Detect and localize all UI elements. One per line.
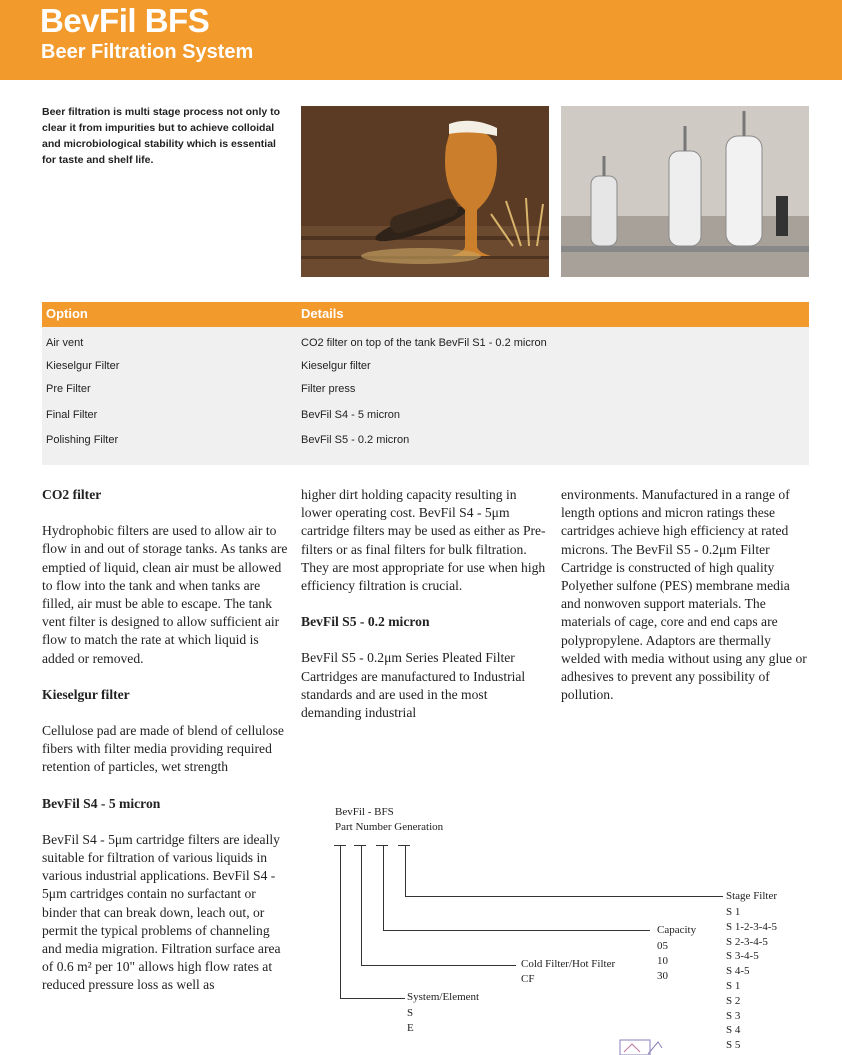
connector-coldhot xyxy=(361,965,516,966)
position-dash xyxy=(376,845,388,846)
stage-option: S 1 xyxy=(726,979,741,992)
connector-stage xyxy=(405,846,406,896)
text-column-3 xyxy=(561,486,809,704)
system-option: E xyxy=(407,1021,414,1034)
option-cell: Final Filter xyxy=(46,409,98,421)
options-table-header xyxy=(42,302,809,327)
capacity-option: 30 xyxy=(657,969,668,982)
logo-icon xyxy=(618,1038,664,1055)
page-header xyxy=(0,0,842,80)
system-option: S xyxy=(407,1007,414,1019)
s5-heading: BevFil S5 - 0.2 micron xyxy=(301,614,430,630)
capacity-option: 05 xyxy=(657,940,668,952)
stage-option: S 3 xyxy=(726,1009,741,1022)
stage-option: S 2-3-4-5 xyxy=(726,935,768,948)
cold-hot-option: CF xyxy=(521,973,535,985)
s5-paragraph: BevFil S5 - 0.2μm Series Pleated Filter Cartridges are manufactured to Industrial standards and are used in the most demanding industrial xyxy=(301,650,526,721)
stage-option: S 4-5 xyxy=(726,965,750,978)
capacity-option: 10 xyxy=(657,954,668,967)
details-cell: BevFil S5 - 0.2 micron xyxy=(301,434,410,446)
option-cell: Air vent xyxy=(46,337,84,349)
stage-filter-options xyxy=(726,905,777,1053)
connector-capacity xyxy=(383,930,650,931)
option-column-header: Option xyxy=(46,306,88,321)
system-element-options xyxy=(407,1006,414,1036)
details-cell: Kieselgur filter xyxy=(301,360,371,372)
option-cell: Pre Filter xyxy=(46,383,91,395)
option-cell: Kieselgur Filter xyxy=(46,360,120,372)
position-dash xyxy=(398,845,410,846)
page-title: BevFil BFS xyxy=(40,2,210,39)
stage-filter-label: Stage Filter xyxy=(726,890,778,902)
s4-paragraph: BevFil S4 - 5μm cartridge filters are ideally suitable for filtration of various liquids in various industrial applications. BevFil S4 - 5μm cartridges contain no surfactant or binder that can break down, leach out, or permit the typical problems of channeling and media migration. Filtration surface area of 0.6 m² per 10" allows high flow rates at reduced pressure loss as well as xyxy=(42,831,281,993)
connector-capacity xyxy=(383,846,384,930)
system-element-label: System/Element xyxy=(407,991,480,1003)
options-table xyxy=(42,302,809,465)
text-column-1 xyxy=(42,486,289,995)
position-dash xyxy=(354,845,366,846)
stage-option: S 5 xyxy=(726,1039,741,1052)
option-cell: Polishing Filter xyxy=(46,434,119,446)
stage-option: S 1-2-3-4-5 xyxy=(726,920,778,933)
beer-glass-illustration xyxy=(301,106,549,277)
co2-filter-heading: CO2 filter xyxy=(42,487,102,502)
cold-hot-label: Cold Filter/Hot Filter xyxy=(521,958,616,970)
intro-text: Beer filtration is multi stage process not only to clear it from impurities but to achieve colloidal and microbiological stability which is essential for taste and shelf life. xyxy=(42,106,281,166)
connector-system xyxy=(340,846,341,998)
capacity-label: Capacity xyxy=(657,924,697,936)
connector-stage xyxy=(405,896,723,897)
s4-paragraph-continued: higher dirt holding capacity resulting in lower operating cost. BevFil S4 - 5μm cartridge filters may be used as either as Pre-filters or as final filters for bulk filtration. They are most appropriate for use when high efficiency filtration is crucial. xyxy=(301,487,546,594)
part-number-title: BevFil - BFS xyxy=(335,806,394,818)
filter-housings-photo xyxy=(561,106,809,277)
details-column-header: Details xyxy=(301,306,344,321)
co2-filter-paragraph: Hydrophobic filters are used to allow air to flow in and out of storage tanks. As tanks are emptied of liquid, clean air must be allowed to flow into the tank and when tanks are filled, air must be able to escape. The tank vent filter is designed to allow sufficient air flow to match the rate at which liquid is added or removed. xyxy=(42,523,288,666)
stage-option: S 4 xyxy=(726,1024,741,1037)
details-cell: BevFil S4 - 5 micron xyxy=(301,409,401,421)
details-cell: CO2 filter on top of the tank BevFil S1 - 0.2 micron xyxy=(301,337,547,349)
text-column-2 xyxy=(301,486,548,722)
part-number-subtitle: Part Number Generation xyxy=(335,821,444,833)
stage-option: S 2 xyxy=(726,994,741,1007)
stage-option: S 1 xyxy=(726,906,741,918)
s4-heading: BevFil S4 - 5 micron xyxy=(42,795,161,811)
beer-glass-photo xyxy=(301,106,549,277)
kieselgur-paragraph: Cellulose pad are made of blend of cellulose fibers with filter media providing required retention of particles, wet strength xyxy=(42,723,284,775)
stage-option: S 3-4-5 xyxy=(726,950,759,963)
kieselgur-heading: Kieselgur filter xyxy=(42,686,130,702)
connector-coldhot xyxy=(361,846,362,965)
filter-housings-illustration xyxy=(561,106,809,277)
s5-paragraph-continued: environments. Manufactured in a range of length options and micron ratings these cartridges achieve high efficiency at rated microns. The BevFil S5 - 0.2μm Filter Cartridge is constructed of high quality Polyether sulfone (PES) membrane media and nonwoven support materials. The materials of cage, core and end caps are polypropylene. Adaptors are thermally welded with media without using any glue or adhesives to prevent any possibility of pollution. xyxy=(561,487,807,703)
capacity-options xyxy=(657,939,668,983)
details-cell: Filter press xyxy=(301,383,356,395)
page-subtitle: Beer Filtration System xyxy=(41,41,254,63)
connector-system xyxy=(340,998,405,999)
options-table-body xyxy=(42,327,809,465)
